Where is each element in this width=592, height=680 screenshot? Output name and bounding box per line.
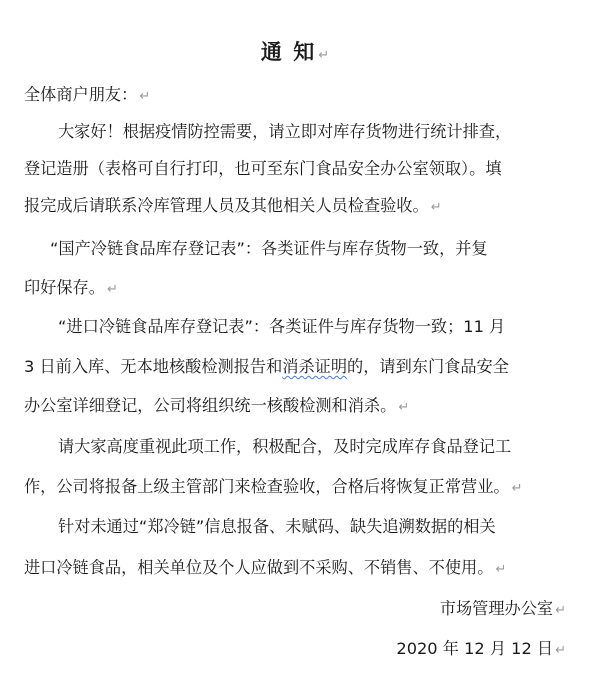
line-text: 大家好！根据疫情防控需要，请立即对库存货物进行统计排查， <box>58 122 512 141</box>
salutation-text: 全体商户朋友： <box>24 85 138 104</box>
line-text: 请大家高度重视此项工作，积极配合，及时完成库存食品登记工 <box>58 437 512 456</box>
paragraph-3-line-1 <box>0 314 592 340</box>
document-title <box>0 38 592 70</box>
paragraph-3-line-3 <box>0 393 592 421</box>
paragraph-mark-icon: ↵ <box>555 603 566 618</box>
paragraph-mark-icon: ↵ <box>106 282 118 297</box>
line-text: “进口冷链食品库存登记表”：各类证件与库存货物一致；11 月 <box>58 317 506 336</box>
salutation <box>0 82 592 110</box>
line-text: 办公室详细登记，公司将组织统一核酸检测和消杀。 <box>24 396 397 415</box>
paragraph-2-line-1 <box>0 236 592 262</box>
line-text: 进口冷链食品，相关单位及个人应做到不采购、不销售、不使用。 <box>24 558 494 577</box>
paragraph-4-line-2 <box>0 474 592 502</box>
date-text: 2020 年 12 月 12 日 <box>396 639 554 658</box>
paragraph-5-line-2 <box>0 555 592 583</box>
spellcheck-underline: 消杀证明 <box>282 357 348 376</box>
paragraph-mark-icon: ↵ <box>398 400 410 415</box>
line-text: 作，公司将报备上级主管部门来检查验收，合格后将恢复正常营业。 <box>24 477 510 496</box>
line-text: 针对未通过“郑冷链”信息报备、未赋码、缺失追溯数据的相关 <box>58 517 496 536</box>
paragraph-3-line-2 <box>0 354 592 380</box>
paragraph-4-line-1 <box>0 434 592 460</box>
line-text: 印好保存。 <box>24 278 105 297</box>
paragraph-2-line-2 <box>0 275 592 303</box>
paragraph-mark-icon: ↵ <box>495 562 507 577</box>
line-text: 登记造册（表格可自行打印，也可至东门食品安全办公室领取）。填 <box>24 159 502 178</box>
paragraph-mark-icon: ↵ <box>430 200 442 215</box>
line-text: 3 日前入库、无本地核酸检测报告和消杀证明的，请到东门食品安全 <box>24 357 509 376</box>
paragraph-5-line-1 <box>0 514 592 540</box>
paragraph-mark-icon: ↵ <box>139 89 151 104</box>
line-text: “国产冷链食品库存登记表”：各类证件与库存货物一致，并复 <box>50 239 488 258</box>
office-text: 市场管理办公室 <box>439 599 554 618</box>
paragraph-1-line-2 <box>0 156 592 182</box>
signature-office <box>0 596 592 624</box>
paragraph-mark-icon: ↵ <box>555 643 566 658</box>
paragraph-1-line-3 <box>0 193 592 221</box>
line-text: 报完成后请联系冷库管理人员及其他相关人员检查验收。 <box>24 196 429 215</box>
signature-date <box>0 636 592 664</box>
title-text: 通 知 <box>260 40 317 64</box>
paragraph-mark-icon: ↵ <box>318 48 332 63</box>
paragraph-mark-icon: ↵ <box>511 481 523 496</box>
paragraph-1-line-1 <box>0 119 592 145</box>
